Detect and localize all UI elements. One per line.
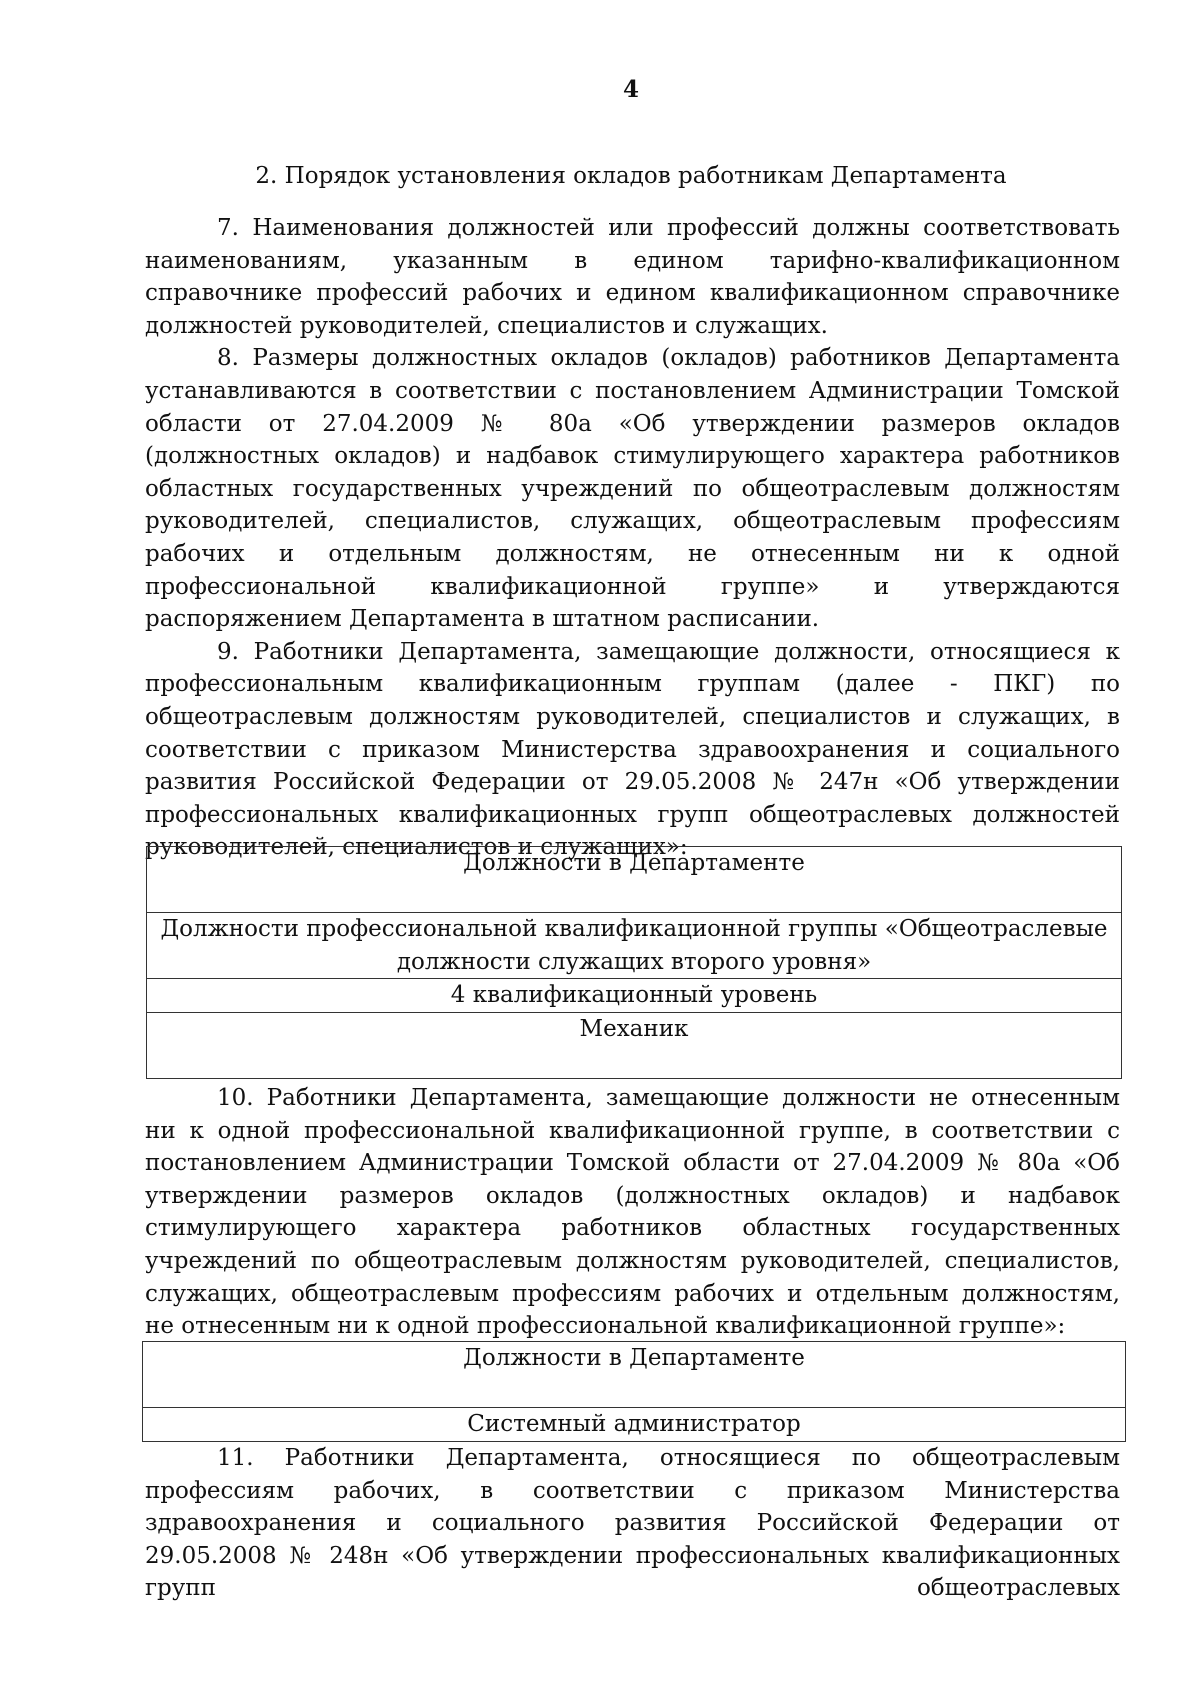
table2-header: Должности в Департаменте [143, 1342, 1126, 1408]
table2-position: Системный администратор [143, 1408, 1126, 1442]
page-number: 4 [622, 76, 639, 103]
paragraph-7: 7. Наименования должностей или профессий должны соответствовать наименованиям, указанным в едином тарифно-квалификационном справочнике профессий рабочих и едином квалификационном справочнике должностей руководителей, специалистов и служащих. [145, 215, 1120, 339]
table1-header: Должности в Департаменте [147, 847, 1122, 913]
table1-level: 4 квалификационный уровень [147, 979, 1122, 1013]
positions-table-other [142, 1341, 1126, 1442]
table1-group: Должности профессиональной квалификационной группы «Общеотраслевые должности служащих второго уровня» [147, 913, 1122, 979]
paragraph-9: 9. Работники Департамента, замещающие должности, относящиеся к профессиональным квалификационным группам (далее - ПКГ) по общеотраслевым должностям руководителей, специалистов и служащих, в соответствии с приказом Министерства здравоохранения и социального развития Российской Федерации от 29.05.2008 № 247н «Об утверждении профессиональных квалификационных групп общеотраслевых должностей руководителей, специалистов и служащих»: [145, 638, 1120, 861]
paragraph-10: 10. Работники Департамента, замещающие должности не отнесенным ни к одной профессиональной квалификационной группе, в соответствии с постановлением Администрации Томской области от 27.04.2009 № 80а «Об утверждении размеров окладов (должностных окладов) и надбавок стимулирующего характера работников областных государственных учреждений по общеотраслевым должностям руководителей, специалистов, служащих, общеотраслевым профессиям рабочих и отдельным должностям, не отнесенным ни к одной профессиональной квалификационной группе»: [145, 1085, 1120, 1340]
paragraph-11: 11. Работники Департамента, относящиеся по общеотраслевым профессиям рабочих, в соответствии с приказом Министерства здравоохранения и социального развития Российской Федерации от 29.05.2008 № 248н «Об утверждении профессиональных квалификационных групп общеотраслевых [145, 1445, 1120, 1602]
table1-position: Механик [147, 1012, 1122, 1078]
paragraph-10-block [145, 1082, 1120, 1343]
paragraph-8: 8. Размеры должностных окладов (окладов) работников Департамента устанавливаются в соответствии с постановлением Администрации Томской области от 27.04.2009 № 80а «Об утверждении размеров окладов (должностных окладов) и надбавок стимулирующего характера работников областных государственных учреждений по общеотраслевым должностям руководителей, специалистов, служащих, общеотраслевым профессиям рабочих и отдельным должностям, не отнесенным ни к одной профессиональной квалификационной группе» и утверждаются распоряжением Департамента в штатном расписании. [145, 345, 1120, 633]
paragraphs-7-9 [145, 212, 1120, 864]
positions-table-pkg [146, 846, 1122, 1079]
section-heading: 2. Порядок установления окладов работникам Департамента [255, 163, 1007, 189]
paragraph-11-block [145, 1442, 1120, 1605]
